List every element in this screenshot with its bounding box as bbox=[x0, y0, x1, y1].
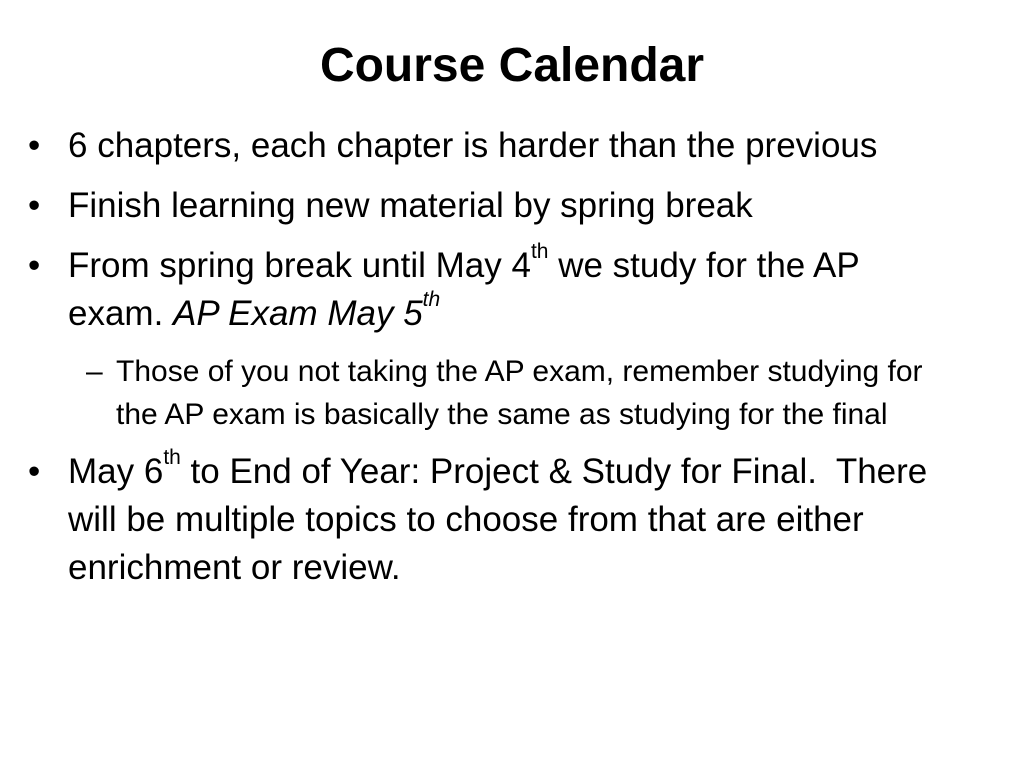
bullet-item-4 bbox=[28, 446, 937, 592]
bullet-marker: • bbox=[28, 186, 41, 225]
ordinal-suffix: th bbox=[163, 446, 181, 470]
bullet-marker: • bbox=[28, 126, 41, 165]
slide-body bbox=[28, 122, 937, 604]
bullet-marker: • bbox=[28, 246, 41, 285]
slide-title: Course Calendar bbox=[319, 39, 705, 92]
bullet-text-middle: we study for the AP exam. bbox=[68, 246, 869, 333]
bullet-text-start: May 6 bbox=[68, 452, 164, 491]
bullet-item-3 bbox=[28, 242, 928, 338]
ordinal-suffix: th bbox=[530, 240, 549, 264]
bullet-marker: • bbox=[28, 452, 41, 491]
ordinal-suffix: th bbox=[422, 288, 441, 312]
sub-bullet-marker: – bbox=[86, 355, 103, 388]
bullet-text: 6 chapters, each chapter is harder than the previous bbox=[68, 126, 878, 165]
bullet-text-end: to End of Year: Project & Study for Final. There will be multiple topics to choose from that are either enrichment or review. bbox=[68, 452, 937, 587]
bullet-item-2 bbox=[28, 182, 928, 230]
sub-bullet-text: Those of you not taking the AP exam, remember studying for the AP exam is basically the same as studying for the final bbox=[116, 355, 923, 431]
sub-bullet-item bbox=[28, 350, 928, 436]
exam-date-text bbox=[173, 288, 441, 333]
bullet-text: Finish learning new material by spring break bbox=[68, 186, 753, 225]
exam-date-label: AP Exam May 5 bbox=[173, 294, 423, 333]
bullet-text-start: From spring break until May 4 bbox=[68, 246, 531, 285]
bullet-item-1 bbox=[28, 122, 928, 170]
